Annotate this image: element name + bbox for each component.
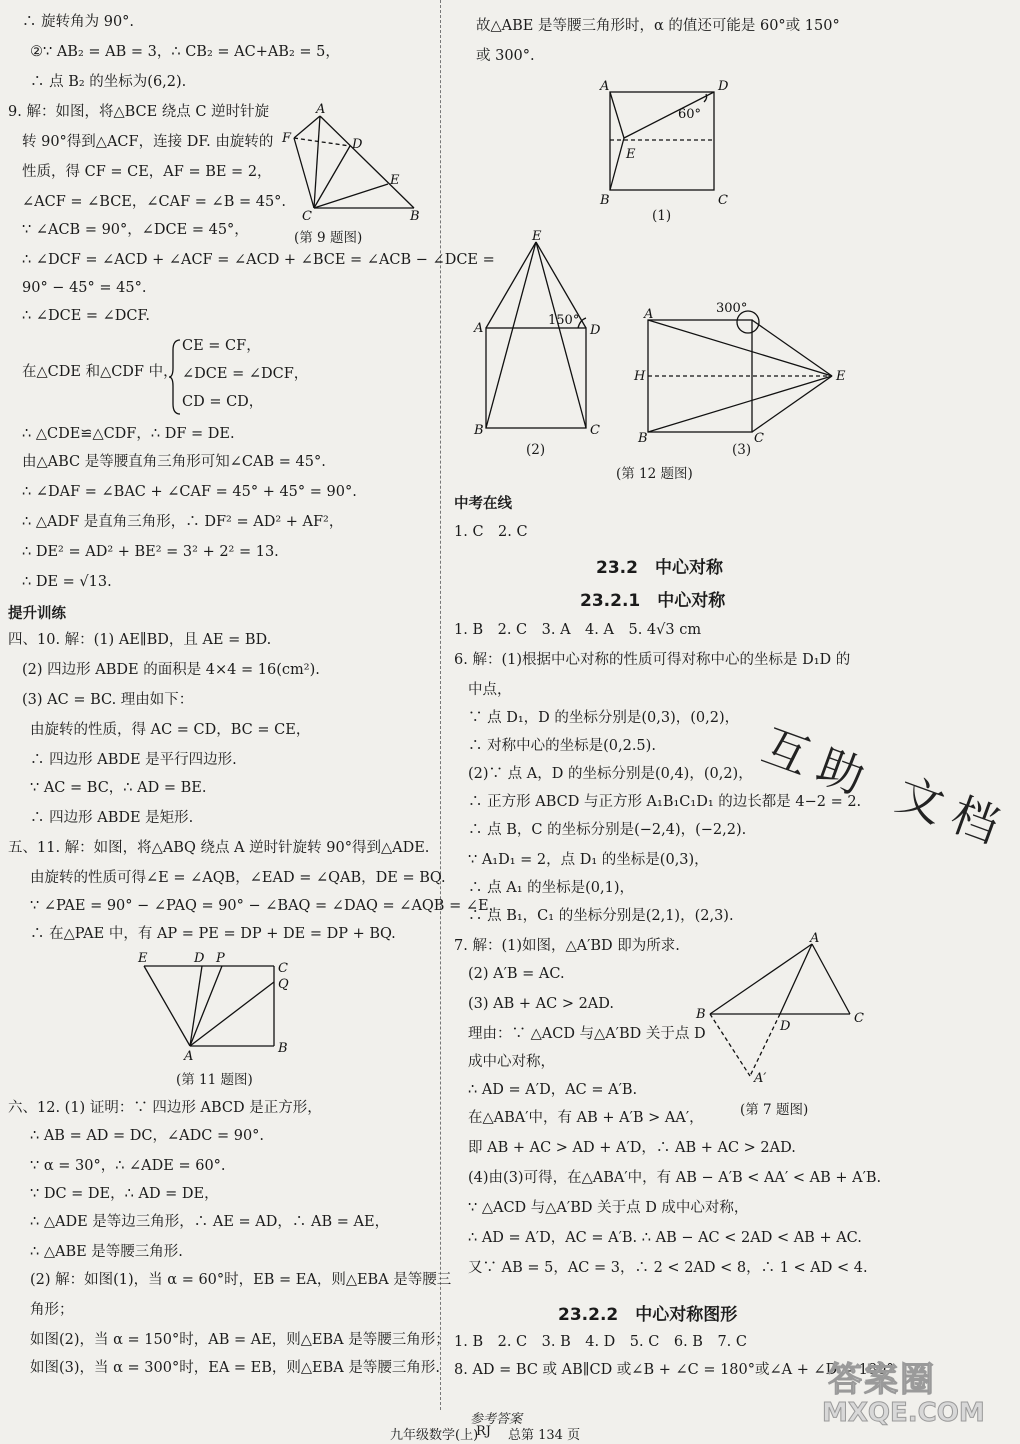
text-line: 1. B 2. C 3. B 4. D 5. C 6. B 7. C — [454, 1334, 747, 1350]
fig12c-label-e: E — [836, 369, 846, 384]
text-line: ∵ DC = DE，∴ AD = DE， — [30, 1186, 219, 1202]
fig11-label-e: E — [138, 951, 148, 966]
text-line: ∵ ∠ACB = 90°，∠DCE = 45°， — [22, 222, 249, 238]
text-line: 由△ABC 是等腰直角三角形可知∠CAB = 45°. — [22, 454, 326, 470]
text-line: 中点， — [468, 682, 512, 698]
text-line: 90° − 45° = 45°. — [22, 280, 147, 296]
text-line: ∴ ∠DAF = ∠BAC + ∠CAF = 45° + 45° = 90°. — [22, 484, 357, 500]
fig12a-label-b: B — [600, 193, 610, 208]
text-line: 或 300°. — [476, 48, 535, 64]
text-line: 即 AB + AC > AD + A′D，∴ AB + AC > 2AD. — [468, 1140, 796, 1156]
section-heading: 提升训练 — [8, 606, 66, 622]
text-line: ∵ 点 D₁，D 的坐标分别是(0,3)，(0,2)， — [468, 710, 740, 726]
fig11-label-p: P — [216, 951, 225, 966]
section-heading: 中考在线 — [454, 496, 512, 512]
subsection-title: 23.2.1 中心对称 — [580, 591, 726, 611]
figure-12-3 — [632, 296, 852, 444]
figure-9-caption: (第 9 题图) — [294, 230, 363, 246]
fig12c-label-h: H — [634, 369, 646, 384]
brace-line: CD = CD， — [182, 394, 264, 410]
text-line: 转 90°得到△ACF，连接 DF. 由旋转的 — [22, 134, 274, 150]
footer-page-number: 总第 134 页 — [508, 1428, 581, 1443]
figure-11 — [130, 948, 300, 1062]
text-line: 故△ABE 是等腰三角形时，α 的值还可能是 60°或 150° — [476, 18, 840, 34]
figure-9 — [276, 102, 426, 222]
text-line: ∴ ∠DCF = ∠ACD + ∠ACF = ∠ACD + ∠BCE = ∠ACB − ∠DCE = — [22, 252, 495, 268]
figure-12-3-label: (3) — [732, 442, 752, 458]
figure-7 — [692, 930, 882, 1090]
brace-line: CE = CF， — [182, 338, 261, 354]
text-line: ∴ AD = A′D，AC = A′B. ∴ AB − AC < 2AD < AB + AC. — [468, 1230, 862, 1246]
fig11-label-d: D — [194, 951, 205, 966]
text-line: 由旋转的性质，得 AC = CD，BC = CE， — [30, 722, 311, 738]
text-line: ∵ ∠PAE = 90° − ∠PAQ = 90° − ∠BAQ = ∠DAQ = ∠AQB = ∠E， — [30, 898, 504, 914]
text-line: 6. 解：(1)根据中心对称的性质可得对称中心的坐标是 D₁D 的 — [454, 652, 851, 668]
text-line: ∴ 四边形 ABDE 是平行四边形. — [30, 752, 237, 768]
text-line: ∴ △CDE≌△CDF，∴ DF = DE. — [22, 426, 235, 442]
figure-12-2 — [470, 228, 620, 440]
text-line: 8. AD = BC 或 AB∥CD 或∠B + ∠C = 180°或∠A + ∠D = 180° — [454, 1362, 894, 1378]
footer-edition: RJ — [476, 1424, 491, 1439]
figure-11-caption: (第 11 题图) — [176, 1072, 253, 1088]
fig7-label-b: B — [696, 1007, 706, 1022]
fig12b-label-a: A — [474, 321, 484, 336]
text-line: ②∵ AB₂ = AB = 3，∴ CB₂ = AC+AB₂ = 5， — [30, 44, 340, 60]
text-line: ∴ 四边形 ABDE 是矩形. — [30, 810, 194, 826]
figure-12-2-label: (2) — [526, 442, 546, 458]
text-line: 在△ABA′中，有 AB + A′B > AA′， — [468, 1110, 704, 1126]
text-line: 五、11. 解：如图，将△ABQ 绕点 A 逆时针旋转 90°得到△ADE. — [8, 840, 430, 856]
fig12b-label-c: C — [590, 423, 600, 438]
text-line: 1. B 2. C 3. A 4. A 5. 4√3 cm — [454, 622, 702, 638]
text-line: 在△CDE 和△CDF 中， — [22, 364, 178, 380]
text-line: ∴ DE² = AD² + BE² = 3² + 2² = 13. — [22, 544, 279, 560]
left-brace — [168, 338, 182, 416]
text-line: ∵ α = 30°，∴ ∠ADE = 60°. — [30, 1158, 226, 1174]
fig7-label-c: C — [854, 1011, 864, 1026]
fig11-label-a: A — [184, 1049, 194, 1064]
watermark-text: 答案圈 — [828, 1360, 936, 1400]
fig11-label-q: Q — [278, 977, 289, 992]
handwritten-note: 互助 文档 — [755, 718, 1018, 858]
text-line: ∴ 正方形 ABCD 与正方形 A₁B₁C₁D₁ 的边长都是 4−2 = 2. — [468, 794, 862, 810]
fig12b-label-b: B — [474, 423, 484, 438]
fig12c-angle: 300° — [716, 301, 748, 316]
fig11-label-c: C — [278, 961, 288, 976]
text-line: ∴ 对称中心的坐标是(0,2.5). — [468, 738, 656, 754]
text-line: 理由：∵ △ACD 与△A′BD 关于点 D — [468, 1026, 706, 1042]
text-line: (2) 解：如图(1)，当 α = 60°时，EB = EA，则△EBA 是等腰三 — [30, 1272, 452, 1288]
text-line: ∵ AC = BC，∴ AD = BE. — [30, 780, 207, 796]
text-line: (3) AB + AC > 2AD. — [468, 996, 614, 1012]
brace-line: ∠DCE = ∠DCF， — [182, 366, 309, 382]
fig7-label-d: D — [780, 1019, 791, 1034]
fig9-label-e: E — [390, 173, 400, 188]
text-line: 9. 解：如图，将△BCE 绕点 C 逆时针旋 — [8, 104, 270, 120]
figure-12-1-label: (1) — [652, 208, 672, 224]
fig12b-label-e: E — [532, 229, 542, 244]
fig12b-angle: 150° — [548, 313, 580, 328]
fig12c-label-c: C — [754, 431, 764, 446]
text-line: 角形； — [30, 1302, 74, 1318]
text-line: ∴ AD = A′D，AC = A′B. — [468, 1082, 638, 1098]
fig12b-label-d: D — [590, 323, 601, 338]
text-line: ∵ A₁D₁ = 2，点 D₁ 的坐标是(0,3)， — [468, 852, 709, 868]
text-line: 成中心对称， — [468, 1054, 555, 1070]
text-line: ∴ △ADF 是直角三角形，∴ DF² = AD² + AF²， — [22, 514, 344, 530]
text-line: 7. 解：(1)如图，△A′BD 即为所求. — [454, 938, 680, 954]
fig7-label-a-prime: A′ — [754, 1071, 767, 1086]
text-line: 性质，得 CF = CE，AF = BE = 2， — [22, 164, 272, 180]
text-line: ∴ △ADE 是等边三角形，∴ AE = AD，∴ AB = AE， — [30, 1214, 390, 1230]
fig9-label-d: D — [352, 137, 363, 152]
fig12a-label-a: A — [600, 79, 610, 94]
figure-12-caption: (第 12 题图) — [616, 466, 693, 482]
fig7-label-a: A — [810, 931, 820, 946]
text-line: 六、12. (1) 证明：∵ 四边形 ABCD 是正方形， — [8, 1100, 322, 1116]
subsection-title: 23.2.2 中心对称图形 — [558, 1305, 738, 1325]
footer-label: 参考答案 — [470, 1412, 523, 1427]
text-line: ∴ 点 B，C 的坐标分别是(−2,4)，(−2,2). — [468, 822, 747, 838]
text-line: ∵ △ACD 与△A′BD 关于点 D 成中心对称， — [468, 1200, 749, 1216]
watermark-url: MXQE.COM — [822, 1398, 985, 1428]
text-line: ∴ △ABE 是等腰三角形. — [30, 1244, 183, 1260]
fig9-label-a: A — [316, 102, 326, 117]
fig12c-label-b: B — [638, 431, 648, 446]
fig11-label-b: B — [278, 1041, 288, 1056]
figure-12-1 — [594, 78, 729, 208]
text-line: 由旋转的性质可得∠E = ∠AQB，∠EAD = ∠QAB，DE = BQ. — [30, 870, 446, 886]
text-line: (2) 四边形 ABDE 的面积是 4×4 = 16(cm²). — [22, 662, 320, 678]
text-line: 1. C 2. C — [454, 524, 528, 540]
fig12a-label-e: E — [626, 147, 636, 162]
text-line: ∴ 在△PAE 中，有 AP = PE = DP + DE = DP + BQ. — [30, 926, 396, 942]
footer-book: 九年级数学(上) — [390, 1428, 479, 1443]
figure-7-caption: (第 7 题图) — [740, 1102, 809, 1118]
fig12a-label-c: C — [718, 193, 728, 208]
text-line: ∠ACF = ∠BCE，∠CAF = ∠B = 45°. — [22, 194, 287, 210]
text-line: ∴ 点 A₁ 的坐标是(0,1)， — [468, 880, 634, 896]
text-line: ∴ 点 B₁，C₁ 的坐标分别是(2,1)，(2,3). — [468, 908, 734, 924]
text-line: ∴ AB = AD = DC，∠ADC = 90°. — [30, 1128, 265, 1144]
text-line: (4)由(3)可得，在△ABA′中，有 AB − A′B < AA′ < AB + A′B. — [468, 1170, 882, 1186]
text-line: 如图(2)，当 α = 150°时，AB = AE，则△EBA 是等腰三角形； — [30, 1332, 450, 1348]
watermark-logo — [820, 1352, 985, 1436]
fig9-label-f: F — [282, 131, 292, 146]
text-line: (3) AC = BC. 理由如下： — [22, 692, 194, 708]
text-line: ∴ ∠DCE = ∠DCF. — [22, 308, 150, 324]
text-line: ∴ 旋转角为 90°. — [22, 14, 135, 30]
fig12c-label-a: A — [644, 307, 654, 322]
text-line: 四、10. 解：(1) AE∥BD，且 AE = BD. — [8, 632, 272, 648]
text-line: (2) A′B = AC. — [468, 966, 565, 982]
section-title: 23.2 中心对称 — [596, 558, 723, 578]
text-line: (2)∵ 点 A，D 的坐标分别是(0,4)，(0,2)， — [468, 766, 753, 782]
text-line: 如图(3)，当 α = 300°时，EA = EB，则△EBA 是等腰三角形. — [30, 1360, 440, 1376]
text-line: ∴ 点 B₂ 的坐标为(6,2). — [30, 74, 187, 90]
fig12a-angle: 60° — [678, 107, 702, 122]
text-line: 又∵ AB = 5，AC = 3，∴ 2 < 2AD < 8，∴ 1 < AD < 4. — [468, 1260, 868, 1276]
column-divider — [440, 0, 441, 1410]
fig12a-label-d: D — [718, 79, 729, 94]
fig9-label-b: B — [410, 209, 420, 224]
text-line: ∴ DE = √13. — [22, 574, 112, 590]
fig9-label-c: C — [302, 209, 312, 224]
